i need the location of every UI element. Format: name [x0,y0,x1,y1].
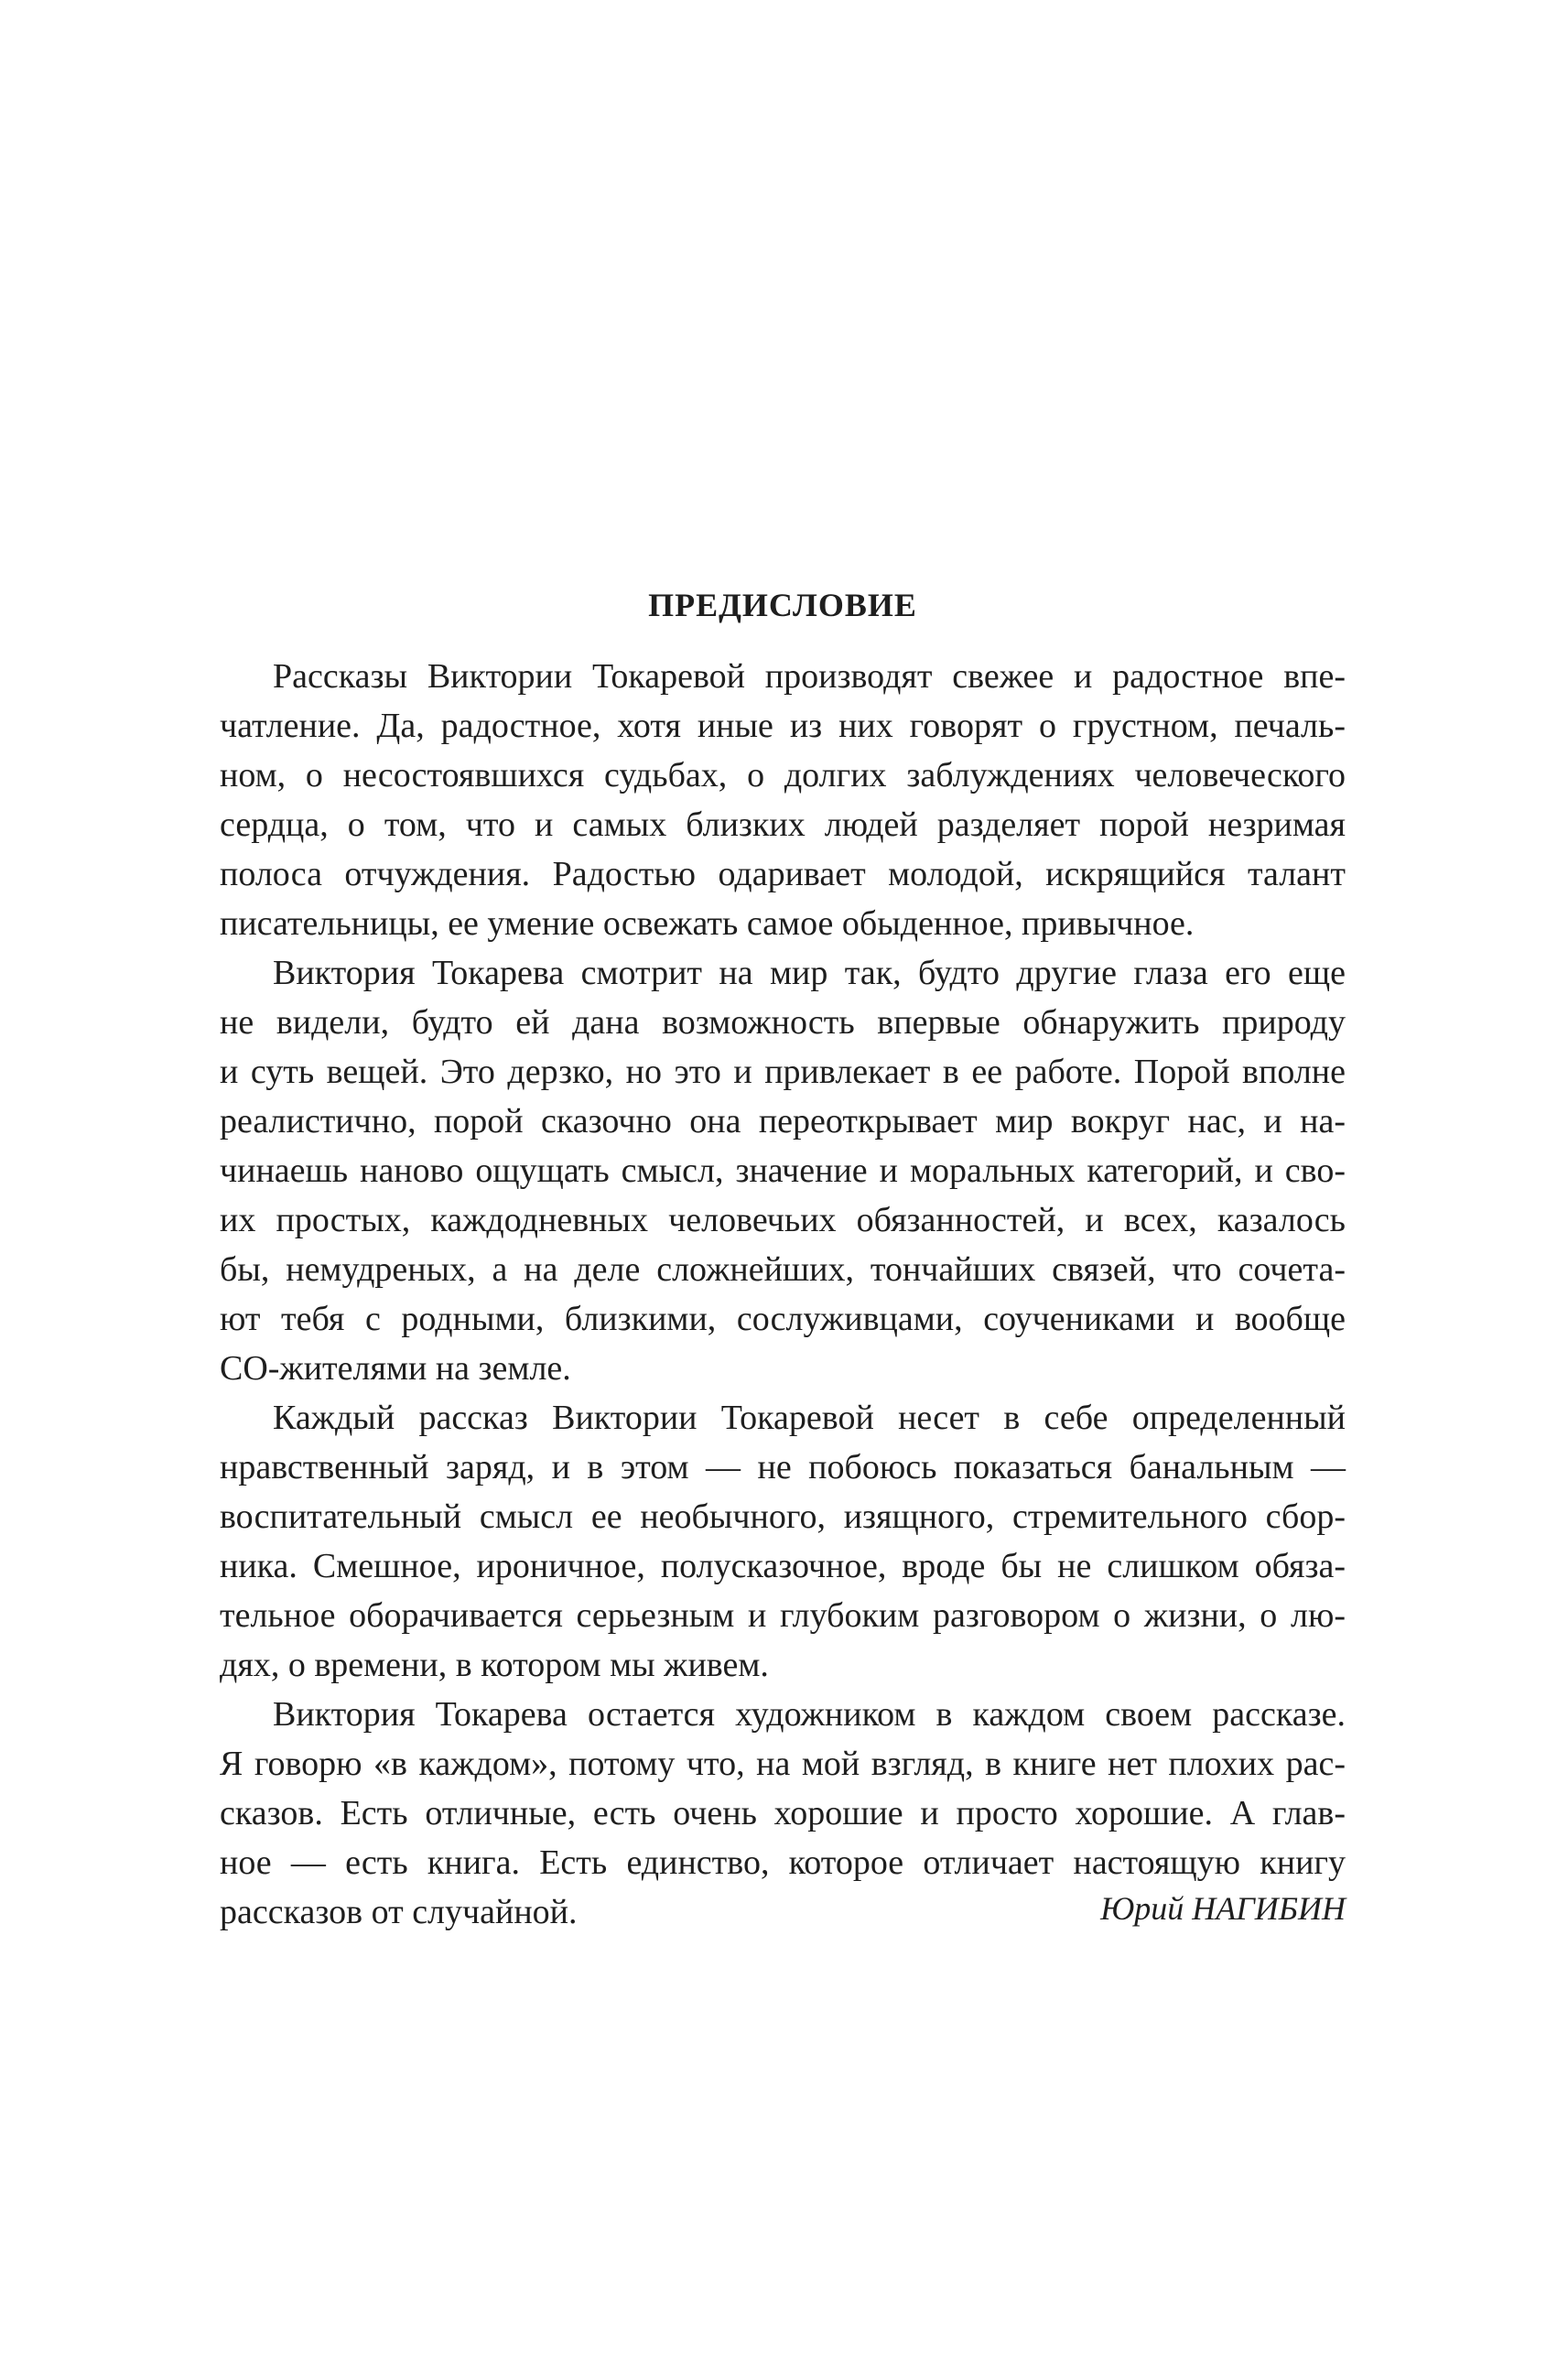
text-line: и суть вещей. Это дерзко, но это и привлекает в ее работе. Порой вполне [220,1053,1346,1091]
text-line: ют тебя с родными, близкими, сослуживцами, соучениками и вообще [220,1300,1346,1338]
text-line: ника. Смешное, ироничное, полусказочное, вроде бы не слишком обяза- [220,1547,1346,1585]
text-line: дях, о времени, в котором мы живем. [220,1646,769,1684]
text-line: сердца, о том, что и самых близких людей разделяет порой незримая [220,805,1346,844]
paragraph [220,652,1346,948]
text-line: воспитательный смысл ее необычного, изящного, стремительного сбор- [220,1497,1346,1536]
text-line: тельное оборачивается серьезным и глубоким разговором о жизни, о лю- [220,1596,1346,1635]
text-line: чинаешь наново ощущать смысл, значение и моральных категорий, и сво- [220,1151,1346,1190]
text-line: ное — есть книга. Есть единство, которое отличает настоящую книгу [220,1843,1346,1882]
text-line: Каждый рассказ Виктории Токаревой несет в себе определенный [273,1399,1346,1437]
author-signature: Юрий НАГИБИН [1100,1890,1346,1927]
paragraph [220,948,1346,1393]
text-line: рассказов от случайной. [220,1893,578,1931]
text-line: чатление. Да, радостное, хотя иные из них говорят о грустном, печаль- [220,707,1346,745]
text-line: СО-жителями на земле. [220,1349,571,1388]
text-line: Рассказы Виктории Токаревой производят свежее и радостное впе- [273,657,1346,696]
text-line: писательницы, ее умение освежать самое обыденное, привычное. [220,904,1195,943]
text-line: Виктория Токарева смотрит на мир так, будто другие глаза его еще [273,954,1346,992]
body-text [220,652,1346,1937]
text-line: не видели, будто ей дана возможность впервые обнаружить природу [220,1003,1346,1042]
text-line: бы, немудреных, а на деле сложнейших, тончайших связей, что сочета- [220,1250,1346,1289]
page-title: ПРЕДИСЛОВИЕ [648,587,917,623]
text-line: реалистично, порой сказочно она переоткрывает мир вокруг нас, и на- [220,1102,1346,1140]
text-line: ном, о несостоявшихся судьбах, о долгих заблуждениях человеческого [220,756,1346,794]
text-line: сказов. Есть отличные, есть очень хорошие и просто хорошие. А глав- [220,1794,1346,1832]
text-line: Я говорю «в каждом», потому что, на мой взгляд, в книге нет плохих рас- [220,1745,1346,1783]
text-line: нравственный заряд, и в этом — не побоюсь показаться банальным — [220,1448,1346,1486]
paragraph [220,1393,1346,1690]
text-line: Виктория Токарева остается художником в каждом своем рассказе. [273,1695,1346,1734]
text-line: их простых, каждодневных человечьих обязанностей, и всех, казалось [220,1201,1346,1239]
text-line: полоса отчуждения. Радостью одаривает молодой, искрящийся талант [220,855,1346,893]
